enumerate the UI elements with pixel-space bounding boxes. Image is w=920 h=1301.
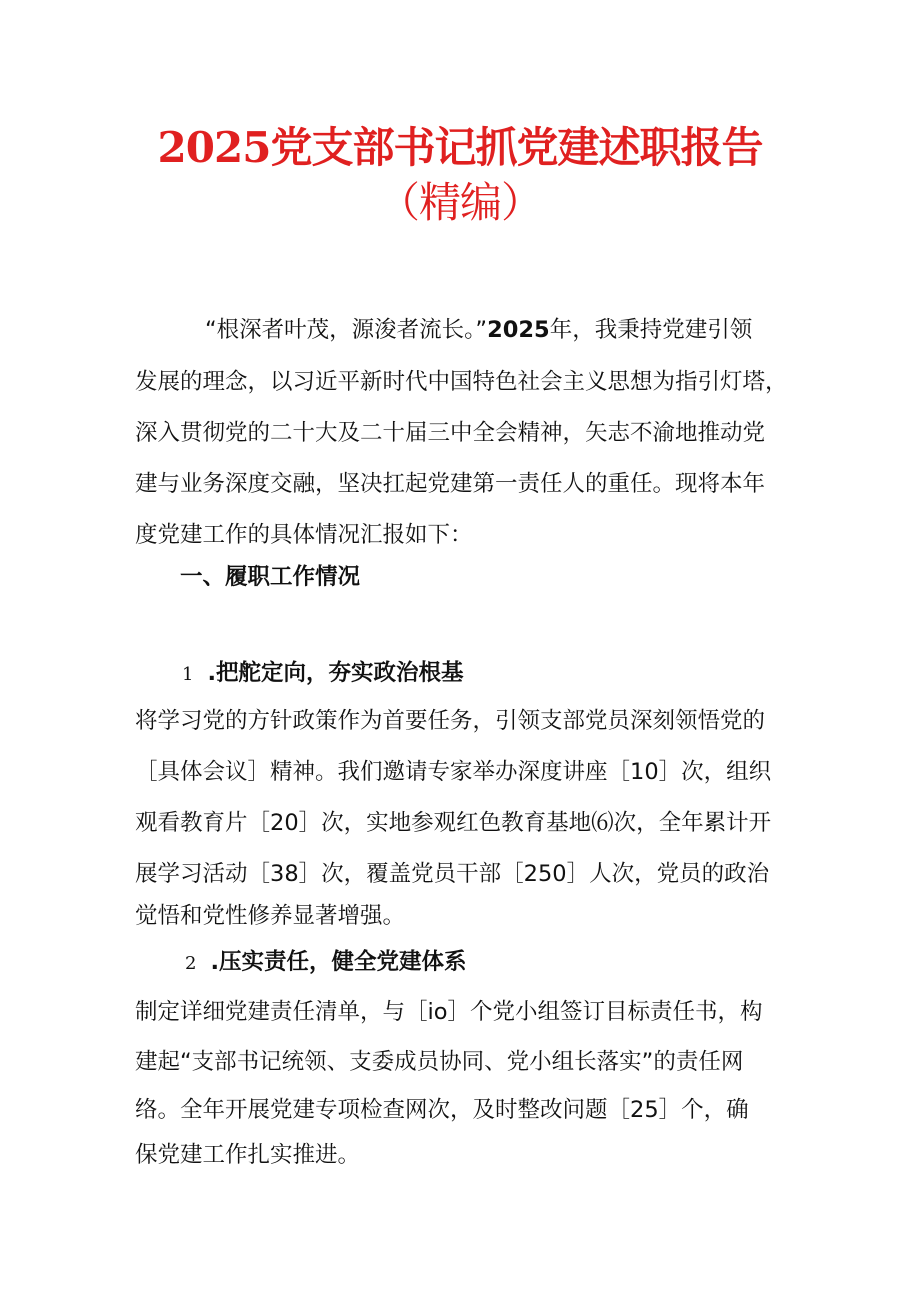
item1-heading-row bbox=[182, 658, 464, 690]
item2-heading-row bbox=[185, 947, 467, 979]
document-title-line1: 2025党支部书记抓党建述职报告 bbox=[157, 123, 763, 172]
intro-line-1 bbox=[205, 315, 752, 345]
item2-line-3: 络。全年开展党建专项检查网次，及时整改问题［25］个，确 bbox=[135, 1097, 749, 1123]
intro-quote: “根深者叶茂，源浚者流长。” bbox=[205, 317, 488, 343]
item2-number: 2 bbox=[185, 953, 197, 974]
item1-line-3: 观看教育片［20］次，实地参观红色教育基地⑹次，全年累计开 bbox=[135, 810, 772, 836]
intro-year: 2025 bbox=[487, 317, 550, 343]
item2-heading: .压实责任，健全党建体系 bbox=[210, 949, 467, 975]
intro-line-1-rest: 年，我秉持党建引领 bbox=[549, 317, 753, 343]
section-heading: 一、履职工作情况 bbox=[180, 564, 361, 590]
item1-line-2: ［具体会议］精神。我们邀请专家举办深度讲座［10］次，组织 bbox=[135, 759, 772, 785]
item1-heading: .把舵定向，夯实政治根基 bbox=[207, 660, 464, 686]
item2-line-2: 建起“支部书记统领、支委成员协同、党小组长落实”的责任网 bbox=[135, 1049, 744, 1075]
intro-line-5: 度党建工作的具体情况汇报如下： bbox=[135, 522, 473, 548]
intro-line-3: 深入贯彻党的二十大及二十届三中全会精神，矢志不渝地推动党 bbox=[135, 420, 766, 446]
intro-line-4: 建与业务深度交融，坚决扛起党建第一责任人的重任。现将本年 bbox=[135, 471, 766, 497]
item1-line-1: 将学习党的方针政策作为首要任务，引领支部党员深刻领悟党的 bbox=[135, 708, 766, 734]
item1-line-5: 觉悟和党性修养显著增强。 bbox=[135, 903, 406, 929]
intro-line-2: 发展的理念，以习近平新时代中国特色社会主义思想为指引灯塔， bbox=[135, 369, 788, 395]
document-title-line2: （精编） bbox=[377, 178, 542, 227]
item2-line-1: 制定详细党建责任清单，与［io］个党小组签订目标责任书，构 bbox=[135, 999, 763, 1025]
item2-line-4: 保党建工作扎实推进。 bbox=[135, 1142, 361, 1168]
item1-line-4: 展学习活动［38］次，覆盖党员干部［250］人次，党员的政治 bbox=[135, 861, 770, 887]
item1-number: 1 bbox=[182, 664, 194, 685]
